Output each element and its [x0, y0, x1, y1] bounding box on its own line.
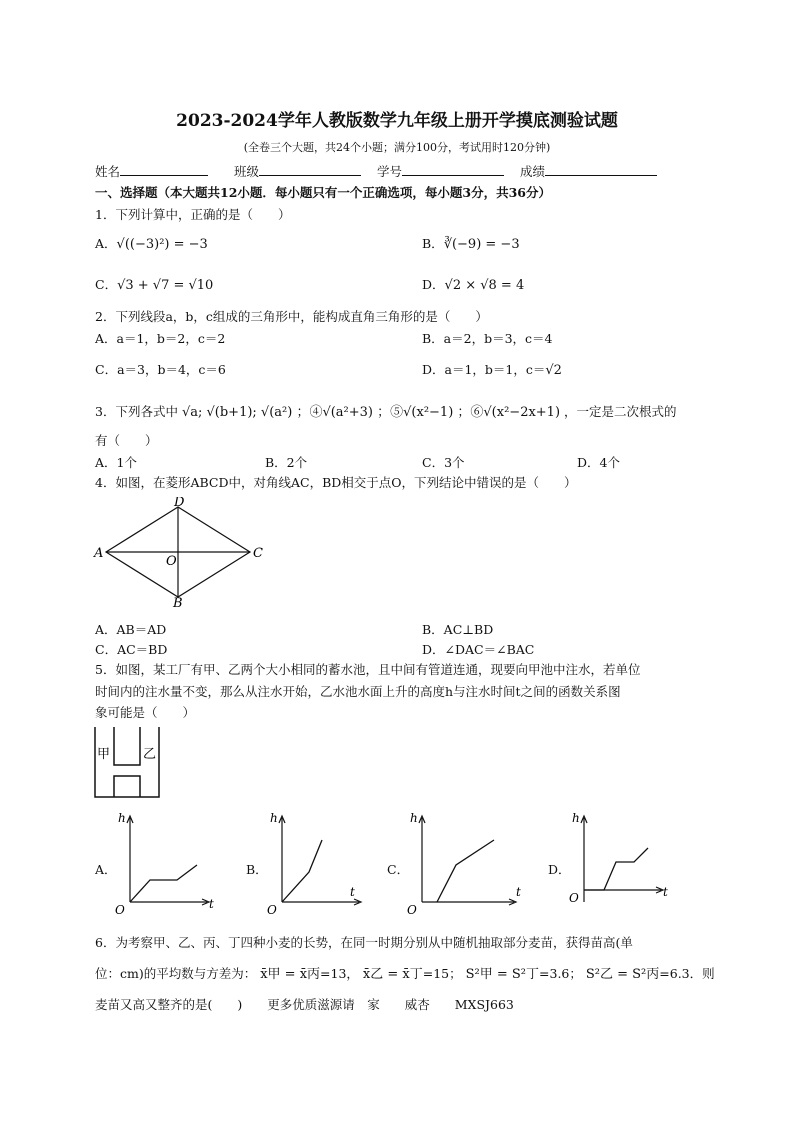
- graph-b-t: t: [350, 885, 355, 899]
- question-1-option-b: B．∛(−9) = −3: [422, 236, 520, 252]
- graph-a-o: O: [115, 903, 125, 916]
- graph-a-label: A．: [95, 862, 117, 877]
- question-4-option-a: A．AB＝AD: [95, 622, 167, 637]
- graph-a-h: h: [118, 811, 126, 825]
- graph-b-o: O: [267, 903, 277, 916]
- graph-b-curve: [282, 840, 322, 902]
- graph-a: [112, 810, 222, 916]
- graph-c-o: O: [407, 903, 417, 916]
- page-title: 2023-2024学年人教版数学九年级上册开学摸底测验试题: [176, 111, 618, 131]
- name-label: 姓名: [95, 164, 121, 179]
- question-3-option-b: B．2个: [265, 455, 308, 470]
- q6-var-eq-1: S²甲 = S²丁: [465, 967, 540, 982]
- q6-mean-eq-1: x̄甲 = x̄丙: [260, 967, 321, 982]
- graph-c-t: t: [516, 885, 521, 899]
- exam-subtitle: (全卷三个大题，共24个小题；满分100分，考试用时120分钟): [243, 141, 551, 154]
- rhombus-figure: [90, 497, 270, 609]
- tank-outline: [95, 727, 159, 797]
- graph-c: [404, 810, 529, 916]
- label-d: D: [174, 497, 185, 510]
- graph-d-o: O: [569, 891, 579, 905]
- graph-d-label: D．: [548, 862, 571, 877]
- graph-b-label: B．: [246, 862, 268, 877]
- question-2-stem: 2．下列线段a，b，c组成的三角形中，能构成直角三角形的是（ ）: [95, 309, 488, 324]
- q6-var-eq-2: S²乙 = S²丙: [585, 967, 660, 982]
- question-6-line2: 位：cm)的平均数与方差为： x̄甲 = x̄丙=13， x̄乙 = x̄丁=15； S²甲 = S²丁=3.6； S²乙 = S²丙=6.3．则: [95, 966, 715, 982]
- tank-left-label: 甲: [97, 747, 111, 762]
- graph-b-h: h: [270, 811, 278, 825]
- question-4-option-c: C．AC＝BD: [95, 642, 168, 657]
- id-field[interactable]: [402, 164, 504, 176]
- q1-option-b-math: ∛(−9) = −3: [443, 237, 520, 252]
- graph-a-t: t: [209, 897, 214, 911]
- class-label: 班级: [233, 164, 259, 179]
- graph-d-h: h: [572, 811, 580, 825]
- class-field[interactable]: [259, 164, 361, 176]
- question-2-option-b: B．a＝2，b＝3，c＝4: [422, 331, 553, 346]
- score-label: 成绩: [519, 164, 545, 179]
- question-2-option-a: A．a＝1，b＝2，c＝2: [95, 331, 226, 346]
- q1-option-d-math: √2 × √8 = 4: [444, 278, 525, 293]
- question-1-option-d: D．√2 × √8 = 4: [422, 277, 525, 293]
- graph-a-curve: [130, 865, 197, 902]
- question-3-stem: 3．下列各式中 √a; √(b+1); √(a²) ；④√(a²+3) ；⑤√(x²−1) ；⑥√(x²−2x+1) ，一定是二次根式的: [95, 404, 677, 420]
- question-3-option-d: D．4个: [577, 455, 620, 470]
- graph-b: [264, 810, 374, 916]
- question-5-line3: 象可能是（ ）: [95, 705, 196, 720]
- q2-option-d-math: √2: [545, 363, 562, 378]
- q6-mean-eq-2: x̄乙 = x̄丁: [362, 967, 423, 982]
- label-b: B: [173, 596, 183, 609]
- name-field[interactable]: [120, 164, 208, 176]
- q3-expressions: √a; √(b+1); √(a²) ；④√(a²+3) ；⑤√(x²−1) ；⑥√(x²−2x+1): [181, 405, 561, 420]
- graph-c-label: C．: [387, 862, 410, 877]
- graph-d-curve: [584, 848, 648, 890]
- question-1-option-a: A．√((−3)²) = −3: [95, 236, 208, 252]
- label-a: A: [94, 546, 104, 561]
- graph-c-h: h: [410, 811, 418, 825]
- question-4-stem: 4．如图，在菱形ABCD中，对角线AC，BD相交于点O，下列结论中错误的是（ ）: [95, 475, 577, 490]
- question-5-line1: 5．如图，某工厂有甲、乙两个大小相同的蓄水池，且中间有管道连通，现要向甲池中注水，若单位: [95, 662, 641, 677]
- id-label: 学号: [376, 164, 402, 179]
- question-6-line1: 6．为考察甲、乙、丙、丁四种小麦的长势，在同一时期分别从中随机抽取部分麦苗，获得苗高(单: [95, 935, 633, 950]
- graph-c-curve: [437, 840, 494, 902]
- tank-right-label: 乙: [143, 747, 157, 762]
- question-3-option-c: C．3个: [422, 455, 465, 470]
- water-tank-figure: [92, 725, 162, 800]
- student-info-row: [95, 162, 657, 180]
- question-4-option-d: D．∠DAC＝∠BAC: [422, 642, 535, 657]
- score-field[interactable]: [545, 164, 657, 176]
- section-heading: 一、选择题（本大题共12小题．每小题只有一个正确选项，每小题3分，共36分）: [95, 185, 551, 200]
- question-3-stem-line2: 有（ ）: [95, 433, 158, 448]
- question-1-option-c: C．√3 + √7 = √10: [95, 277, 214, 293]
- q1-option-c-math: √3 + √7 = √10: [117, 278, 214, 293]
- label-o: O: [166, 554, 177, 569]
- question-4-option-b: B．AC⊥BD: [422, 622, 494, 637]
- question-6-line3: 麦苗又高又整齐的是( ) 更多优质滋源请 家 威杏 MXSJ663: [95, 997, 514, 1012]
- question-2-option-d: D．a＝1，b＝1，c＝√2: [422, 362, 562, 378]
- question-3-option-a: A．1个: [95, 455, 137, 470]
- graph-d: [566, 810, 681, 916]
- question-2-option-c: C．a＝3，b＝4，c＝6: [95, 362, 226, 377]
- graph-d-t: t: [663, 885, 668, 899]
- label-c: C: [253, 546, 263, 561]
- question-1-stem: 1．下列计算中，正确的是（ ）: [95, 207, 291, 222]
- q1-option-a-math: √((−3)²) = −3: [116, 237, 208, 252]
- question-5-line2: 时间内的注水量不变，那么从注水开始，乙水池水面上升的高度h与注水时间t之间的函数关系图: [95, 684, 621, 699]
